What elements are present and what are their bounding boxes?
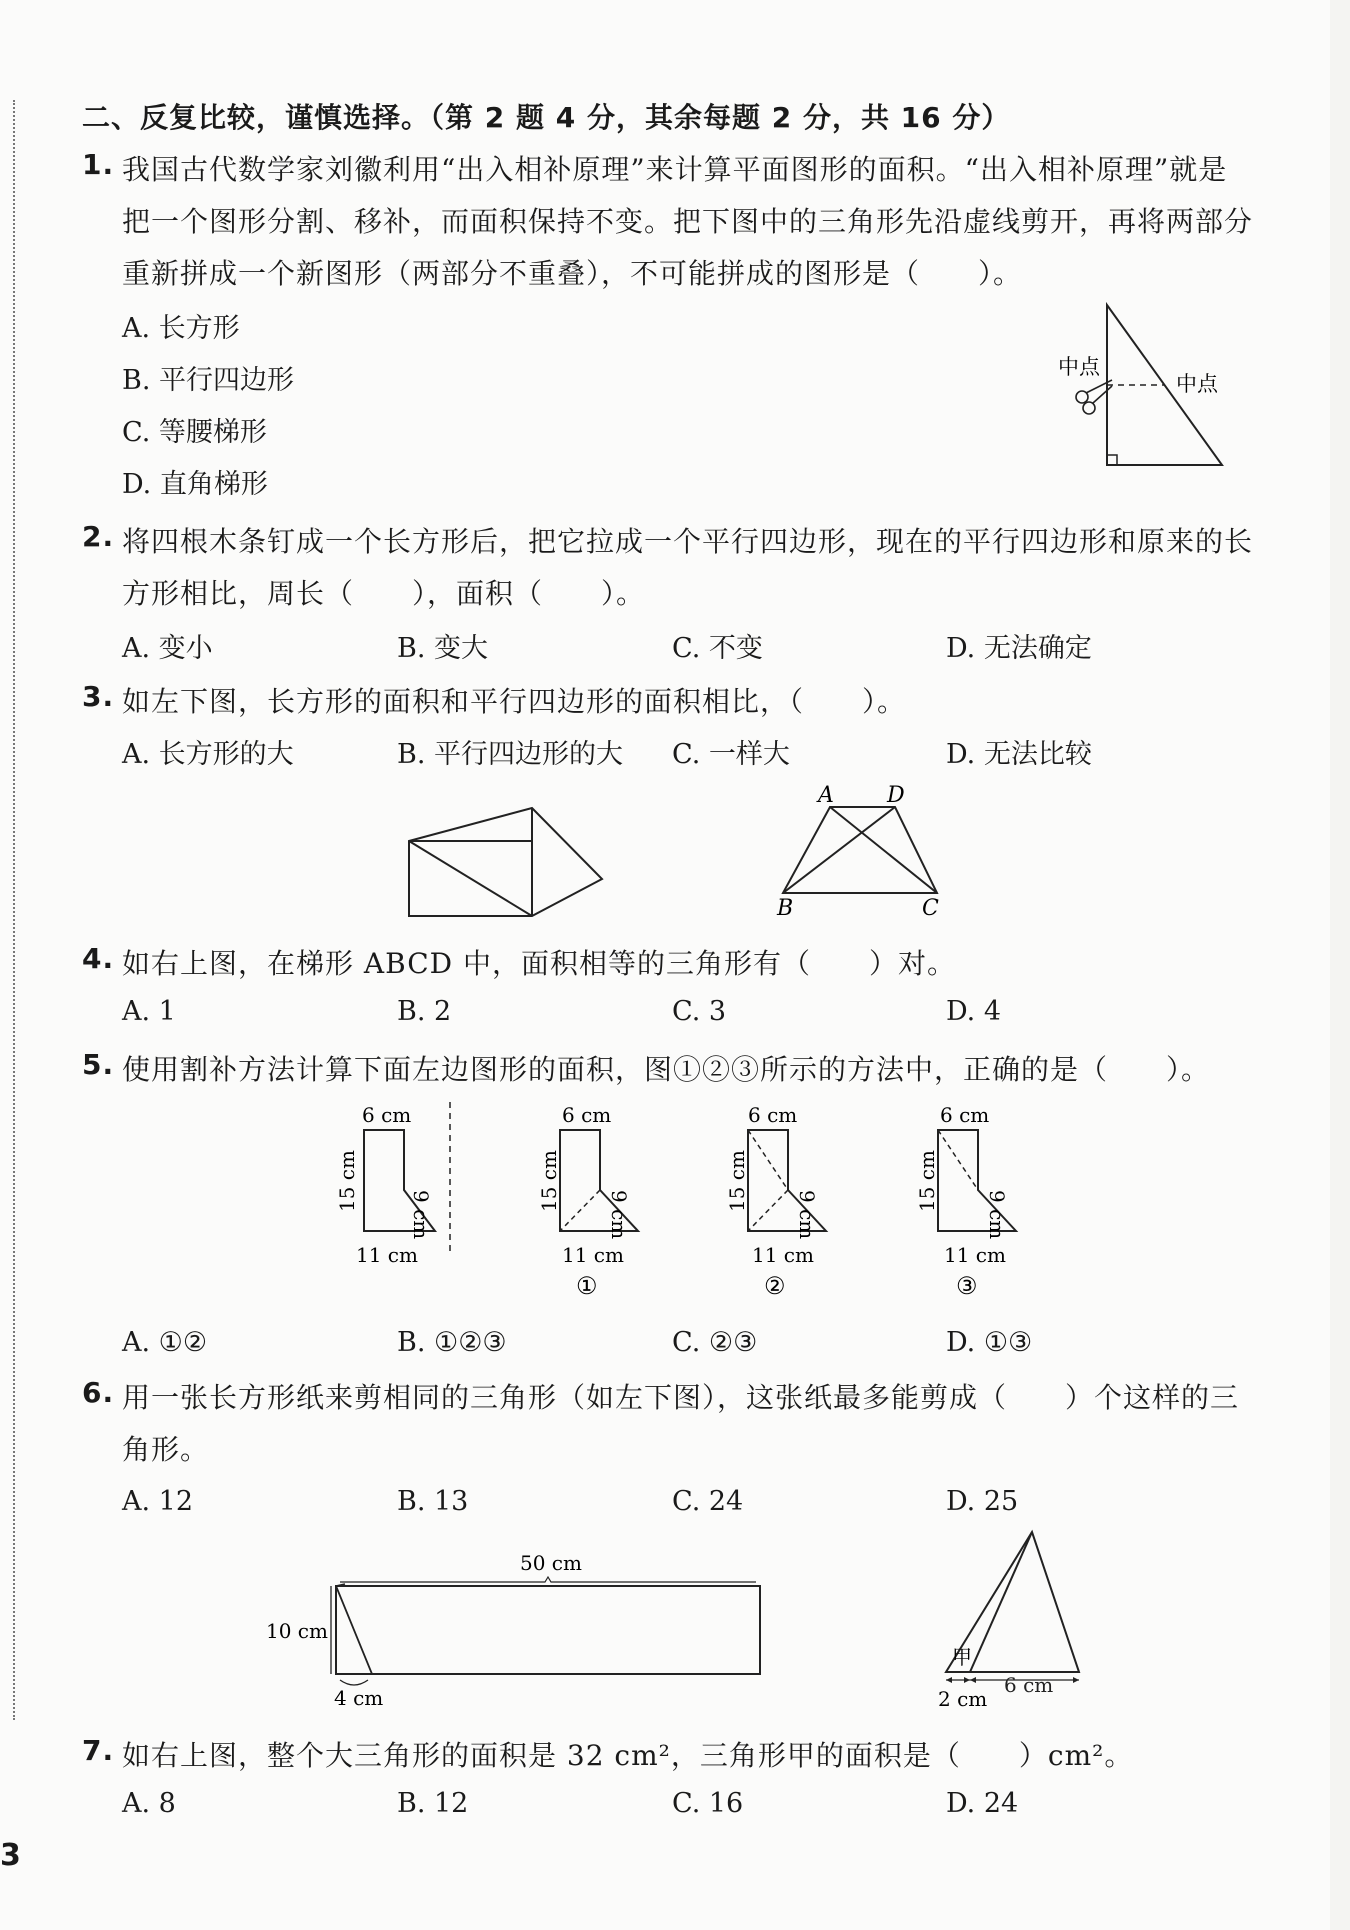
q7-option-c[interactable]: C. 16 [672, 1788, 744, 1819]
q6-base-label: 4 cm [334, 1686, 384, 1710]
q5-m1-right: 9 cm [607, 1190, 631, 1240]
q5-label-bottom: 11 cm [356, 1243, 418, 1267]
q5-m1-left: 15 cm [537, 1150, 561, 1212]
q3-option-b[interactable]: B. 平行四边形的大 [397, 739, 624, 770]
q5-label-left: 15 cm [335, 1150, 359, 1212]
q2-number: 2. [82, 520, 115, 553]
q6-option-a[interactable]: A. 12 [122, 1486, 194, 1517]
q1-line-2: 把一个图形分割、移补，而面积保持不变。把下图中的三角形先沿虚线剪开，再将两部分 [122, 205, 1254, 238]
q5-option-c[interactable]: C. ②③ [672, 1327, 758, 1358]
q1-option-c[interactable]: C. 等腰梯形 [122, 417, 267, 448]
q7-option-d[interactable]: D. 24 [946, 1788, 1019, 1819]
q7-number: 7. [82, 1734, 115, 1767]
q1-midpoint-label-left: 中点 [1058, 355, 1100, 379]
q7-right-base-label: 6 cm [1004, 1673, 1054, 1697]
q7-option-b[interactable]: B. 12 [397, 1788, 469, 1819]
q5-mark-2: ② [764, 1272, 786, 1300]
q7-line-1: 如右上图，整个大三角形的面积是 32 cm²，三角形甲的面积是（ ）cm²。 [122, 1739, 1134, 1772]
section-title: 二、反复比较，谨慎选择。（第 2 题 4 分，其余每题 2 分，共 16 分） [82, 101, 1011, 134]
q5-mark-1: ① [576, 1272, 598, 1300]
q5-label-top: 6 cm [362, 1103, 412, 1127]
q4-option-a[interactable]: A. 1 [122, 996, 176, 1027]
q6-line-1: 用一张长方形纸来剪相同的三角形（如左下图），这张纸最多能剪成（ ）个这样的三 [122, 1381, 1240, 1414]
q5-m2-right: 9 cm [795, 1190, 819, 1240]
q5-option-a[interactable]: A. ①② [122, 1327, 208, 1358]
q1-number: 1. [82, 148, 115, 181]
q7-option-a[interactable]: A. 8 [122, 1788, 176, 1819]
q1-line-1: 我国古代数学家刘徽利用“出入相补原理”来计算平面图形的面积。“出入相补原理”就是 [122, 153, 1228, 186]
q5-m2-top: 6 cm [748, 1103, 798, 1127]
q6-option-d[interactable]: D. 25 [946, 1486, 1019, 1517]
q1-midpoint-label-right: 中点 [1176, 372, 1218, 396]
q7-left-base-label: 2 cm [938, 1687, 988, 1711]
q5-option-d[interactable]: D. ①③ [946, 1327, 1033, 1358]
q6-length-label: 50 cm [520, 1551, 582, 1575]
q2-line-1: 将四根木条钉成一个长方形后，把它拉成一个平行四边形，现在的平行四边形和原来的长 [122, 525, 1254, 558]
q6-number: 6. [82, 1376, 115, 1409]
q1-option-a[interactable]: A. 长方形 [122, 313, 240, 344]
q6-option-b[interactable]: B. 13 [397, 1486, 469, 1517]
q3-option-d[interactable]: D. 无法比较 [946, 739, 1092, 770]
q6-option-c[interactable]: C. 24 [672, 1486, 744, 1517]
q5-m2-bottom: 11 cm [752, 1243, 814, 1267]
q3-option-c[interactable]: C. 一样大 [672, 739, 790, 770]
q5-mark-3: ③ [956, 1272, 978, 1300]
q5-m3-bottom: 11 cm [944, 1243, 1006, 1267]
q2-line-2: 方形相比，周长（ ），面积（ ）。 [122, 577, 646, 610]
q5-m1-top: 6 cm [562, 1103, 612, 1127]
q2-option-b[interactable]: B. 变大 [397, 633, 489, 664]
vertex-a-label: A [818, 783, 834, 808]
vertex-c-label: C [922, 896, 939, 921]
q5-m3-right: 9 cm [985, 1190, 1009, 1240]
q3-number: 3. [82, 680, 115, 713]
q5-m2-left: 15 cm [725, 1150, 749, 1212]
q3-option-a[interactable]: A. 长方形的大 [122, 739, 294, 770]
q5-label-right: 9 cm [409, 1190, 433, 1240]
q4-option-b[interactable]: B. 2 [397, 996, 452, 1027]
q1-option-b[interactable]: B. 平行四边形 [122, 365, 295, 396]
q6-width-label: 10 cm [266, 1619, 328, 1643]
q7-jia-label: 甲 [952, 1645, 972, 1669]
q3-line-1: 如左下图，长方形的面积和平行四边形的面积相比，（ ）。 [122, 685, 907, 718]
vertex-d-label: D [887, 783, 905, 808]
q2-option-d[interactable]: D. 无法确定 [946, 633, 1092, 664]
q1-line-3: 重新拼成一个新图形（两部分不重叠），不可能拼成的图形是（ ）。 [122, 257, 1023, 290]
q5-m3-top: 6 cm [940, 1103, 990, 1127]
q6-line-2: 角形。 [122, 1433, 210, 1466]
q5-m1-bottom: 11 cm [562, 1243, 624, 1267]
q2-option-a[interactable]: A. 变小 [122, 633, 213, 664]
q4-line-1: 如右上图，在梯形 ABCD 中，面积相等的三角形有（ ）对。 [122, 947, 956, 980]
q5-number: 5. [82, 1048, 115, 1081]
q1-option-d[interactable]: D. 直角梯形 [122, 469, 268, 500]
q5-m3-left: 15 cm [915, 1150, 939, 1212]
q5-option-b[interactable]: B. ①②③ [397, 1327, 507, 1358]
q4-option-d[interactable]: D. 4 [946, 996, 1002, 1027]
q4-option-c[interactable]: C. 3 [672, 996, 727, 1027]
q5-line-1: 使用割补方法计算下面左边图形的面积，图①②③所示的方法中，正确的是（ ）。 [122, 1053, 1211, 1086]
page-number: 3 [0, 1838, 21, 1873]
q2-option-c[interactable]: C. 不变 [672, 633, 763, 664]
vertex-b-label: B [777, 896, 794, 921]
q4-number: 4. [82, 942, 115, 975]
